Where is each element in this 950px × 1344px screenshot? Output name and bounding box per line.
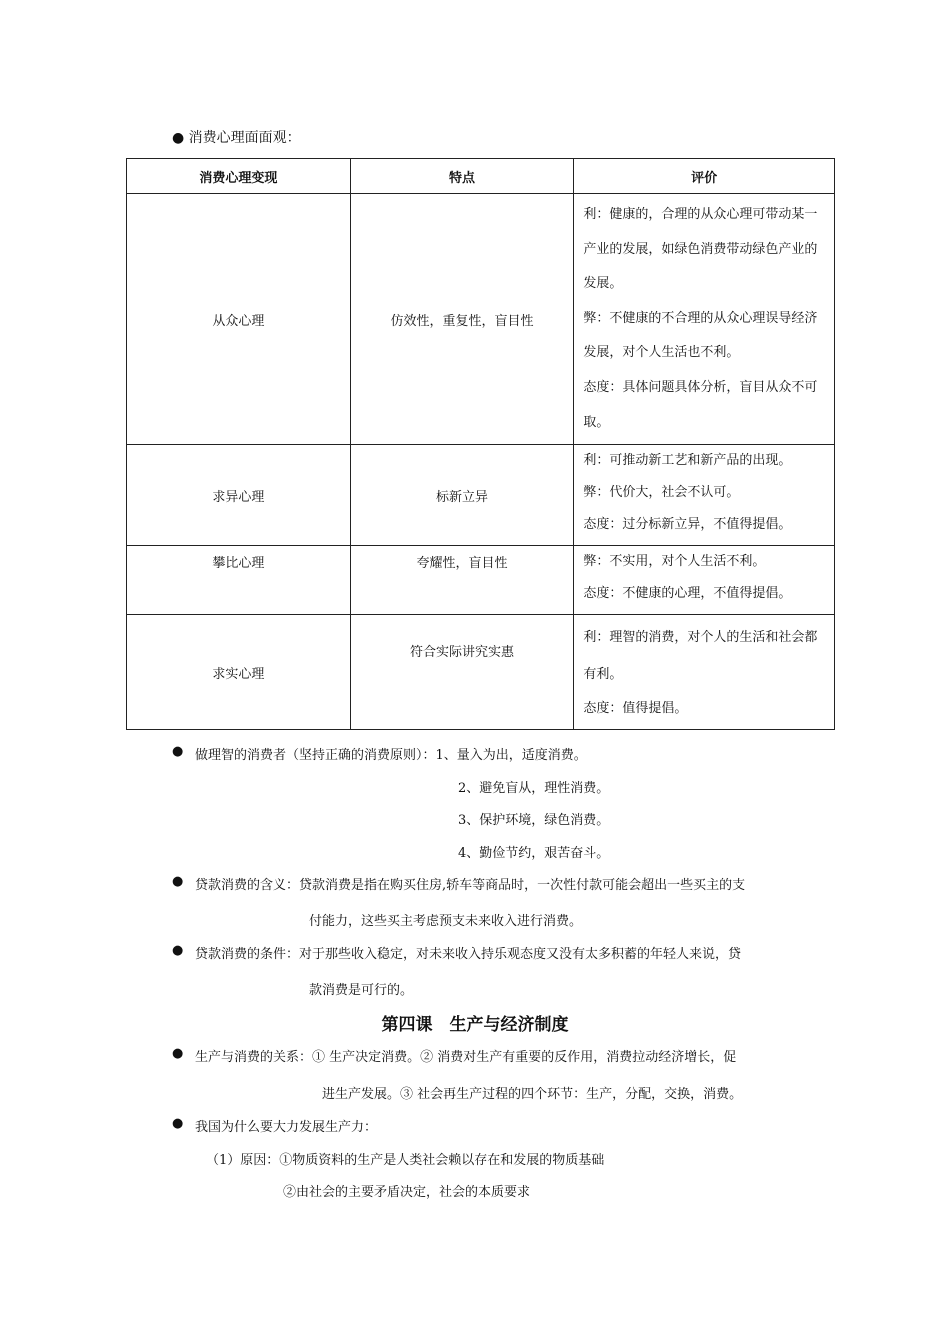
bullet-icon: ● (172, 874, 184, 889)
bullet-icon: ● (172, 744, 184, 759)
evaluation-line: 利：健康的，合理的从众心理可带动某一产业的发展，如绿色消费带动绿色产业的发展。 (583, 207, 818, 292)
chapter-title: 第四课 生产与经济制度 (381, 1015, 569, 1035)
evaluation-line: 态度：具体问题具体分析，盲目从众不可取。 (583, 379, 818, 430)
productivity-heading: 我国为什么要大力发展生产力： (195, 1120, 378, 1135)
evaluation-line: 弊：不健康的不合理的从众心理误导经济发展，对个人生活也不利。 (583, 310, 818, 361)
productivity-reason1: （1）原因：①物质资料的生产是人类社会赖以存在和发展的物质基础 (206, 1153, 605, 1168)
productivity-reason2: ②由社会的主要矛盾决定，社会的本质要求 (283, 1185, 531, 1200)
evaluation-line: 态度：值得提倡。 (583, 701, 688, 717)
header-feature: 特点 (350, 159, 574, 194)
evaluation-line: 态度：过分标新立异，不值得提倡。 (583, 517, 792, 533)
row-name: 求实心理 (127, 615, 351, 730)
row-evaluation (574, 546, 835, 615)
intro-heading: ● 消费心理面面观： (172, 130, 301, 146)
row-evaluation (574, 615, 835, 730)
loan-meaning-line2: 付能力，这些买主考虑预支未来收入进行消费。 (309, 914, 583, 929)
bullet-icon: ● (172, 1046, 184, 1061)
row-name: 从众心理 (127, 194, 351, 445)
bullet-icon: ● (172, 1116, 184, 1131)
table-row (127, 194, 835, 445)
rational-item: 2、避免盲从，理性消费。 (458, 781, 610, 796)
evaluation-line: 弊：不实用，对个人生活不利。 (583, 554, 766, 570)
row-feature: 仿效性，重复性，盲目性 (350, 194, 574, 445)
row-feature: 夸耀性，盲目性 (350, 546, 574, 615)
row-name: 攀比心理 (127, 546, 351, 615)
row-evaluation (574, 194, 835, 445)
rational-consumer-lead: 做理智的消费者（坚持正确的消费原则）：1、量入为出，适度消费。 (195, 748, 587, 763)
row-feature: 符合实际讲究实惠 (350, 615, 574, 730)
row-evaluation (574, 445, 835, 546)
evaluation-line: 态度：不健康的心理，不值得提倡。 (583, 586, 792, 602)
consumer-psychology-table (126, 158, 835, 730)
table-row (127, 546, 835, 615)
evaluation-line: 弊：代价大，社会不认可。 (583, 485, 740, 501)
header-psychology: 消费心理变现 (127, 159, 351, 194)
evaluation-line: 利：理智的消费，对个人的生活和社会都有利。 (583, 630, 818, 683)
production-consumption-line2: 进生产发展。③ 社会再生产过程的四个环节：生产，分配，交换，消费。 (322, 1087, 743, 1102)
evaluation-line: 利：可推动新工艺和新产品的出现。 (583, 453, 792, 469)
bullet-icon: ● (172, 943, 184, 958)
row-name: 求异心理 (127, 445, 351, 546)
row-feature: 标新立异 (350, 445, 574, 546)
table-row (127, 445, 835, 546)
loan-meaning-line1: 贷款消费的含义：贷款消费是指在购买住房,轿车等商品时，一次性付款可能会超出一些买主的支 (195, 878, 746, 893)
header-evaluation: 评价 (574, 159, 835, 194)
table-row (127, 615, 835, 730)
rational-item: 4、勤俭节约，艰苦奋斗。 (458, 846, 610, 861)
loan-condition-line1: 贷款消费的条件：对于那些收入稳定，对未来收入持乐观态度又没有太多积蓄的年轻人来说，贷 (195, 947, 742, 962)
rational-item: 3、保护环境，绿色消费。 (458, 813, 610, 828)
table-header-row (127, 159, 835, 194)
loan-condition-line2: 款消费是可行的。 (309, 983, 414, 998)
production-consumption-line1: 生产与消费的关系：① 生产决定消费。② 消费对生产有重要的反作用，消费拉动经济增长，促 (195, 1050, 737, 1065)
